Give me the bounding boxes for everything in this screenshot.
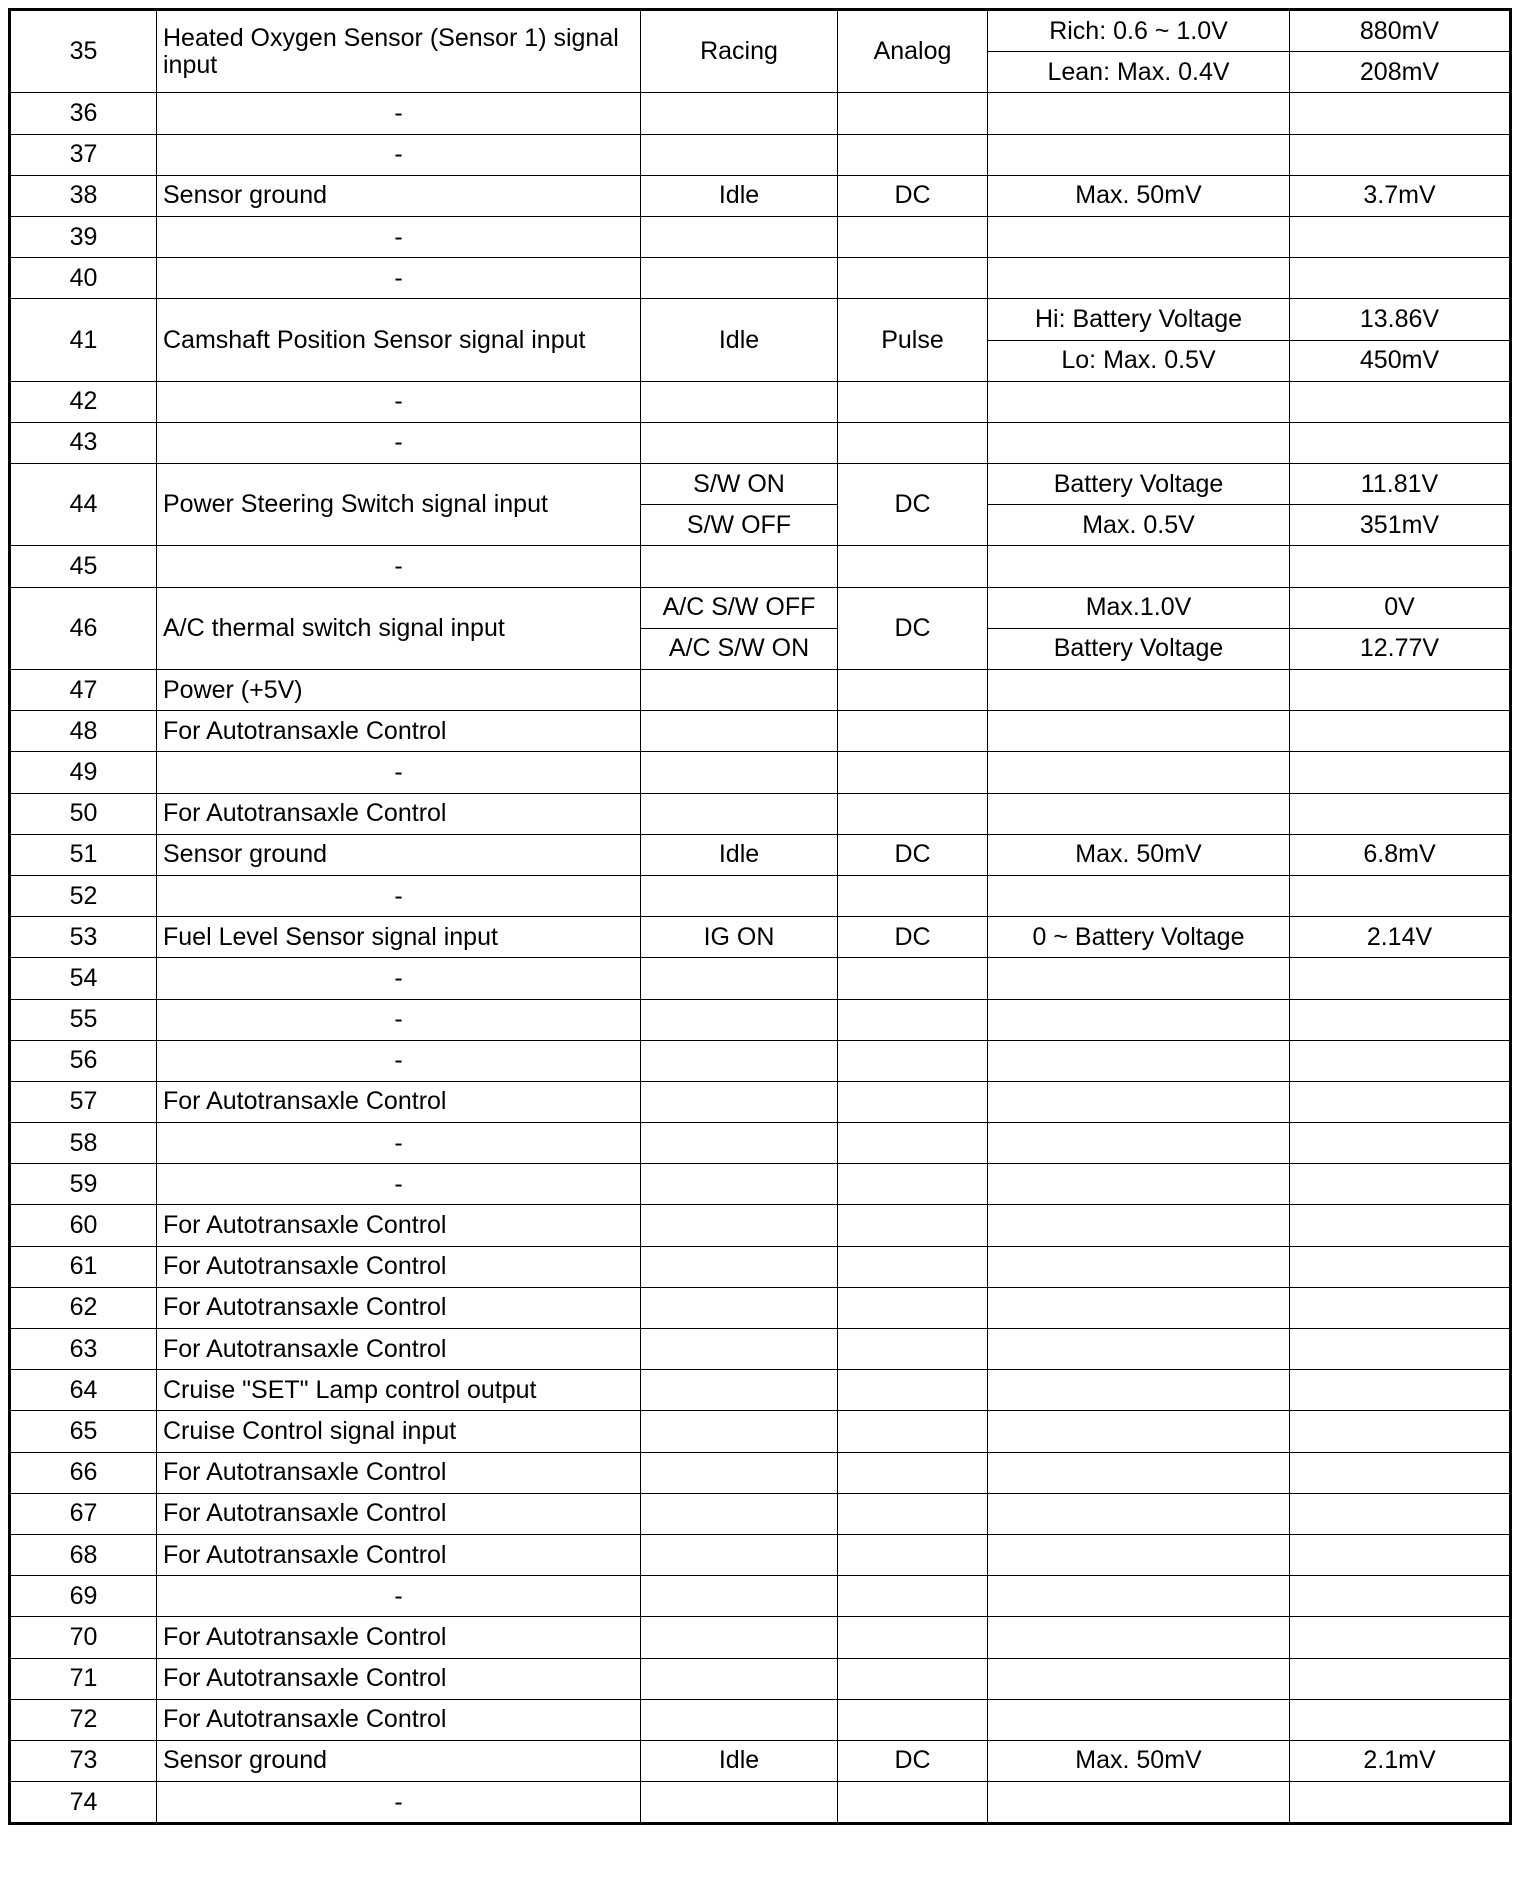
signal-type (838, 1370, 988, 1411)
pin-description: For Autotransaxle Control (157, 1081, 641, 1122)
pin-description: Cruise "SET" Lamp control output (157, 1370, 641, 1411)
test-result (1290, 1205, 1511, 1246)
table-row (10, 1617, 1511, 1658)
test-result (1290, 1658, 1511, 1699)
spec-level: Rich: 0.6 ~ 1.0V (988, 10, 1290, 52)
table-row (10, 875, 1511, 916)
signal-type (838, 670, 988, 711)
test-result (1290, 216, 1511, 257)
table-row (10, 1782, 1511, 1824)
pin-description: Sensor ground (157, 175, 641, 216)
pin-number: 43 (10, 422, 157, 463)
test-result: 6.8mV (1290, 834, 1511, 875)
pin-description: For Autotransaxle Control (157, 1658, 641, 1699)
spec-level: Battery Voltage (988, 628, 1290, 669)
spec-level (988, 422, 1290, 463)
check-condition (641, 1205, 838, 1246)
pin-number: 61 (10, 1246, 157, 1287)
signal-type (838, 216, 988, 257)
pin-number: 73 (10, 1740, 157, 1781)
signal-type (838, 1534, 988, 1575)
spec-level (988, 1040, 1290, 1081)
test-result: 2.1mV (1290, 1740, 1511, 1781)
test-result (1290, 958, 1511, 999)
test-result (1290, 93, 1511, 134)
table-row (10, 793, 1511, 834)
spec-level (988, 711, 1290, 752)
table-row (10, 1287, 1511, 1328)
signal-type: DC (838, 464, 988, 546)
check-condition (641, 1123, 838, 1164)
pin-number: 45 (10, 546, 157, 587)
spec-level: Max. 50mV (988, 175, 1290, 216)
pin-number: 40 (10, 258, 157, 299)
signal-type (838, 381, 988, 422)
table-row (10, 834, 1511, 875)
table-row (10, 422, 1511, 463)
pin-description: Camshaft Position Sensor signal input (157, 299, 641, 381)
check-condition (641, 1782, 838, 1824)
pin-number: 71 (10, 1658, 157, 1699)
spec-level (988, 1164, 1290, 1205)
table-row (10, 587, 1511, 628)
table-row (10, 1699, 1511, 1740)
spec-level (988, 958, 1290, 999)
spec-level (988, 546, 1290, 587)
check-condition (641, 1452, 838, 1493)
table-row (10, 1534, 1511, 1575)
pin-description: For Autotransaxle Control (157, 1205, 641, 1246)
pin-description: - (157, 999, 641, 1040)
spec-level: 0 ~ Battery Voltage (988, 917, 1290, 958)
spec-level: Hi: Battery Voltage (988, 299, 1290, 340)
table-row (10, 1658, 1511, 1699)
test-result (1290, 134, 1511, 175)
spec-level (988, 793, 1290, 834)
test-result (1290, 793, 1511, 834)
check-condition: A/C S/W ON (641, 628, 838, 669)
check-condition (641, 1411, 838, 1452)
table-row (10, 1740, 1511, 1781)
test-result: 351mV (1290, 505, 1511, 546)
check-condition (641, 1534, 838, 1575)
test-result (1290, 999, 1511, 1040)
table-row (10, 711, 1511, 752)
test-result (1290, 1123, 1511, 1164)
table-row (10, 1205, 1511, 1246)
pin-description: - (157, 958, 641, 999)
pin-number: 52 (10, 875, 157, 916)
spec-level (988, 1081, 1290, 1122)
spec-level (988, 1658, 1290, 1699)
pin-number: 62 (10, 1287, 157, 1328)
pin-number: 48 (10, 711, 157, 752)
pin-number: 59 (10, 1164, 157, 1205)
check-condition (641, 1493, 838, 1534)
test-result: 11.81V (1290, 464, 1511, 505)
spec-level (988, 752, 1290, 793)
check-condition (641, 793, 838, 834)
test-result: 450mV (1290, 340, 1511, 381)
signal-type (838, 1040, 988, 1081)
pin-number: 67 (10, 1493, 157, 1534)
pin-number: 37 (10, 134, 157, 175)
pin-description: Sensor ground (157, 1740, 641, 1781)
signal-type (838, 875, 988, 916)
signal-type (838, 1287, 988, 1328)
pin-description: Power Steering Switch signal input (157, 464, 641, 546)
test-result (1290, 1699, 1511, 1740)
signal-type: DC (838, 587, 988, 669)
spec-level: Max. 50mV (988, 834, 1290, 875)
table-row (10, 546, 1511, 587)
signal-type (838, 1123, 988, 1164)
check-condition (641, 1699, 838, 1740)
signal-type: DC (838, 917, 988, 958)
signal-type (838, 93, 988, 134)
check-condition (641, 1246, 838, 1287)
signal-type: Pulse (838, 299, 988, 381)
pin-number: 36 (10, 93, 157, 134)
check-condition: S/W ON (641, 464, 838, 505)
pin-number: 42 (10, 381, 157, 422)
pin-number: 56 (10, 1040, 157, 1081)
check-condition (641, 670, 838, 711)
table-row (10, 1040, 1511, 1081)
test-result (1290, 1452, 1511, 1493)
check-condition (641, 1658, 838, 1699)
signal-type (838, 1617, 988, 1658)
signal-type (838, 999, 988, 1040)
test-result (1290, 1411, 1511, 1452)
check-condition: Idle (641, 1740, 838, 1781)
signal-type (838, 1081, 988, 1122)
pin-description: For Autotransaxle Control (157, 1493, 641, 1534)
signal-type (838, 1329, 988, 1370)
pin-number: 51 (10, 834, 157, 875)
signal-type: DC (838, 834, 988, 875)
pin-description: - (157, 1123, 641, 1164)
signal-type: DC (838, 175, 988, 216)
pin-number: 70 (10, 1617, 157, 1658)
spec-level (988, 134, 1290, 175)
signal-type (838, 134, 988, 175)
pin-description: Power (+5V) (157, 670, 641, 711)
signal-type (838, 1205, 988, 1246)
signal-type (838, 1576, 988, 1617)
test-result: 2.14V (1290, 917, 1511, 958)
pin-description: For Autotransaxle Control (157, 1329, 641, 1370)
signal-type (838, 793, 988, 834)
check-condition (641, 752, 838, 793)
check-condition: Racing (641, 10, 838, 93)
test-result (1290, 381, 1511, 422)
check-condition: S/W OFF (641, 505, 838, 546)
signal-type (838, 1452, 988, 1493)
table-row (10, 1246, 1511, 1287)
pin-number: 63 (10, 1329, 157, 1370)
signal-type: Analog (838, 10, 988, 93)
spec-level (988, 1287, 1290, 1328)
test-result: 13.86V (1290, 299, 1511, 340)
test-result (1290, 1040, 1511, 1081)
test-result (1290, 1576, 1511, 1617)
test-result (1290, 670, 1511, 711)
check-condition (641, 1164, 838, 1205)
spec-level: Max. 50mV (988, 1740, 1290, 1781)
check-condition (641, 1287, 838, 1328)
signal-type (838, 1246, 988, 1287)
pin-description: For Autotransaxle Control (157, 711, 641, 752)
check-condition: Idle (641, 299, 838, 381)
signal-type (838, 546, 988, 587)
check-condition (641, 381, 838, 422)
pin-number: 49 (10, 752, 157, 793)
spec-level (988, 875, 1290, 916)
test-result (1290, 1617, 1511, 1658)
signal-type (838, 752, 988, 793)
pin-description: Cruise Control signal input (157, 1411, 641, 1452)
pin-number: 41 (10, 299, 157, 381)
pin-description: For Autotransaxle Control (157, 1452, 641, 1493)
table-row (10, 999, 1511, 1040)
check-condition (641, 1329, 838, 1370)
spec-level (988, 1576, 1290, 1617)
pin-number: 65 (10, 1411, 157, 1452)
test-result: 12.77V (1290, 628, 1511, 669)
test-result: 208mV (1290, 52, 1511, 93)
spec-level (988, 1493, 1290, 1534)
test-result (1290, 1534, 1511, 1575)
pin-description: - (157, 258, 641, 299)
check-condition (641, 93, 838, 134)
spec-level (988, 1411, 1290, 1452)
pin-number: 47 (10, 670, 157, 711)
pin-description: For Autotransaxle Control (157, 1246, 641, 1287)
spec-level (988, 1205, 1290, 1246)
check-condition (641, 999, 838, 1040)
pin-number: 39 (10, 216, 157, 257)
spec-level (988, 1617, 1290, 1658)
check-condition (641, 1081, 838, 1122)
pin-description: - (157, 875, 641, 916)
table-row (10, 1411, 1511, 1452)
pin-description: - (157, 1164, 641, 1205)
table-row (10, 958, 1511, 999)
pin-description: - (157, 134, 641, 175)
pin-description: - (157, 422, 641, 463)
test-result: 3.7mV (1290, 175, 1511, 216)
test-result (1290, 1493, 1511, 1534)
spec-level (988, 1534, 1290, 1575)
test-result (1290, 1287, 1511, 1328)
pin-description: - (157, 381, 641, 422)
test-result (1290, 546, 1511, 587)
pin-description: - (157, 1576, 641, 1617)
test-result (1290, 875, 1511, 916)
signal-type (838, 422, 988, 463)
pin-table-body (10, 10, 1511, 1824)
test-result: 880mV (1290, 10, 1511, 52)
signal-type (838, 1782, 988, 1824)
signal-type (838, 711, 988, 752)
table-row (10, 216, 1511, 257)
spec-level (988, 1452, 1290, 1493)
signal-type (838, 258, 988, 299)
test-result (1290, 1782, 1511, 1824)
spec-level: Lo: Max. 0.5V (988, 340, 1290, 381)
pin-description: Heated Oxygen Sensor (Sensor 1) signal input (157, 10, 641, 93)
table-row (10, 1329, 1511, 1370)
pin-description: For Autotransaxle Control (157, 1287, 641, 1328)
check-condition (641, 422, 838, 463)
pin-number: 64 (10, 1370, 157, 1411)
pin-description: - (157, 216, 641, 257)
test-result (1290, 422, 1511, 463)
check-condition (641, 875, 838, 916)
pin-number: 38 (10, 175, 157, 216)
spec-level: Lean: Max. 0.4V (988, 52, 1290, 93)
pin-number: 66 (10, 1452, 157, 1493)
check-condition (641, 711, 838, 752)
test-result (1290, 1164, 1511, 1205)
pin-number: 46 (10, 587, 157, 669)
test-result (1290, 752, 1511, 793)
spec-level: Max.1.0V (988, 587, 1290, 628)
spec-level (988, 1782, 1290, 1824)
spec-level (988, 1370, 1290, 1411)
pin-description: - (157, 1782, 641, 1824)
pin-number: 35 (10, 10, 157, 93)
pin-number: 72 (10, 1699, 157, 1740)
pin-number: 53 (10, 917, 157, 958)
spec-level (988, 93, 1290, 134)
table-row (10, 1081, 1511, 1122)
spec-level (988, 1699, 1290, 1740)
spec-level: Battery Voltage (988, 464, 1290, 505)
pin-number: 50 (10, 793, 157, 834)
pin-number: 57 (10, 1081, 157, 1122)
table-row (10, 134, 1511, 175)
table-row (10, 381, 1511, 422)
spec-level (988, 381, 1290, 422)
table-row (10, 670, 1511, 711)
table-row (10, 258, 1511, 299)
spec-level (988, 999, 1290, 1040)
signal-type (838, 1699, 988, 1740)
spec-level (988, 1329, 1290, 1370)
test-result (1290, 1081, 1511, 1122)
pin-number: 74 (10, 1782, 157, 1824)
pin-description: - (157, 1040, 641, 1081)
test-result (1290, 1370, 1511, 1411)
pin-description: For Autotransaxle Control (157, 1617, 641, 1658)
table-row (10, 917, 1511, 958)
signal-type (838, 1658, 988, 1699)
check-condition (641, 1040, 838, 1081)
signal-type: DC (838, 1740, 988, 1781)
test-result (1290, 1329, 1511, 1370)
pin-description: For Autotransaxle Control (157, 1534, 641, 1575)
pin-number: 69 (10, 1576, 157, 1617)
pin-description: - (157, 93, 641, 134)
table-row (10, 10, 1511, 52)
pin-description: - (157, 546, 641, 587)
check-condition (641, 216, 838, 257)
pin-number: 54 (10, 958, 157, 999)
spec-level (988, 258, 1290, 299)
pin-description: For Autotransaxle Control (157, 1699, 641, 1740)
pin-description: Sensor ground (157, 834, 641, 875)
check-condition (641, 1617, 838, 1658)
check-condition (641, 1576, 838, 1617)
table-row (10, 1576, 1511, 1617)
table-row (10, 1493, 1511, 1534)
pin-number: 60 (10, 1205, 157, 1246)
table-row (10, 93, 1511, 134)
table-row (10, 1164, 1511, 1205)
test-result (1290, 1246, 1511, 1287)
check-condition (641, 1370, 838, 1411)
check-condition (641, 546, 838, 587)
spec-level (988, 670, 1290, 711)
table-row (10, 299, 1511, 340)
test-result (1290, 711, 1511, 752)
spec-level (988, 216, 1290, 257)
check-condition: Idle (641, 834, 838, 875)
table-row (10, 752, 1511, 793)
test-result (1290, 258, 1511, 299)
signal-type (838, 1493, 988, 1534)
spec-level (988, 1123, 1290, 1164)
spec-level (988, 1246, 1290, 1287)
table-row (10, 175, 1511, 216)
signal-type (838, 958, 988, 999)
table-row (10, 464, 1511, 505)
test-result: 0V (1290, 587, 1511, 628)
pin-description: For Autotransaxle Control (157, 793, 641, 834)
check-condition: IG ON (641, 917, 838, 958)
pin-number: 55 (10, 999, 157, 1040)
check-condition: Idle (641, 175, 838, 216)
pin-description: A/C thermal switch signal input (157, 587, 641, 669)
pin-number: 58 (10, 1123, 157, 1164)
pin-spec-table (8, 8, 1512, 1825)
signal-type (838, 1411, 988, 1452)
check-condition (641, 958, 838, 999)
check-condition (641, 134, 838, 175)
check-condition: A/C S/W OFF (641, 587, 838, 628)
table-row (10, 1123, 1511, 1164)
pin-number: 44 (10, 464, 157, 546)
spec-level: Max. 0.5V (988, 505, 1290, 546)
pin-description: - (157, 752, 641, 793)
table-row (10, 1370, 1511, 1411)
pin-number: 68 (10, 1534, 157, 1575)
table-row (10, 1452, 1511, 1493)
signal-type (838, 1164, 988, 1205)
pin-description: Fuel Level Sensor signal input (157, 917, 641, 958)
check-condition (641, 258, 838, 299)
